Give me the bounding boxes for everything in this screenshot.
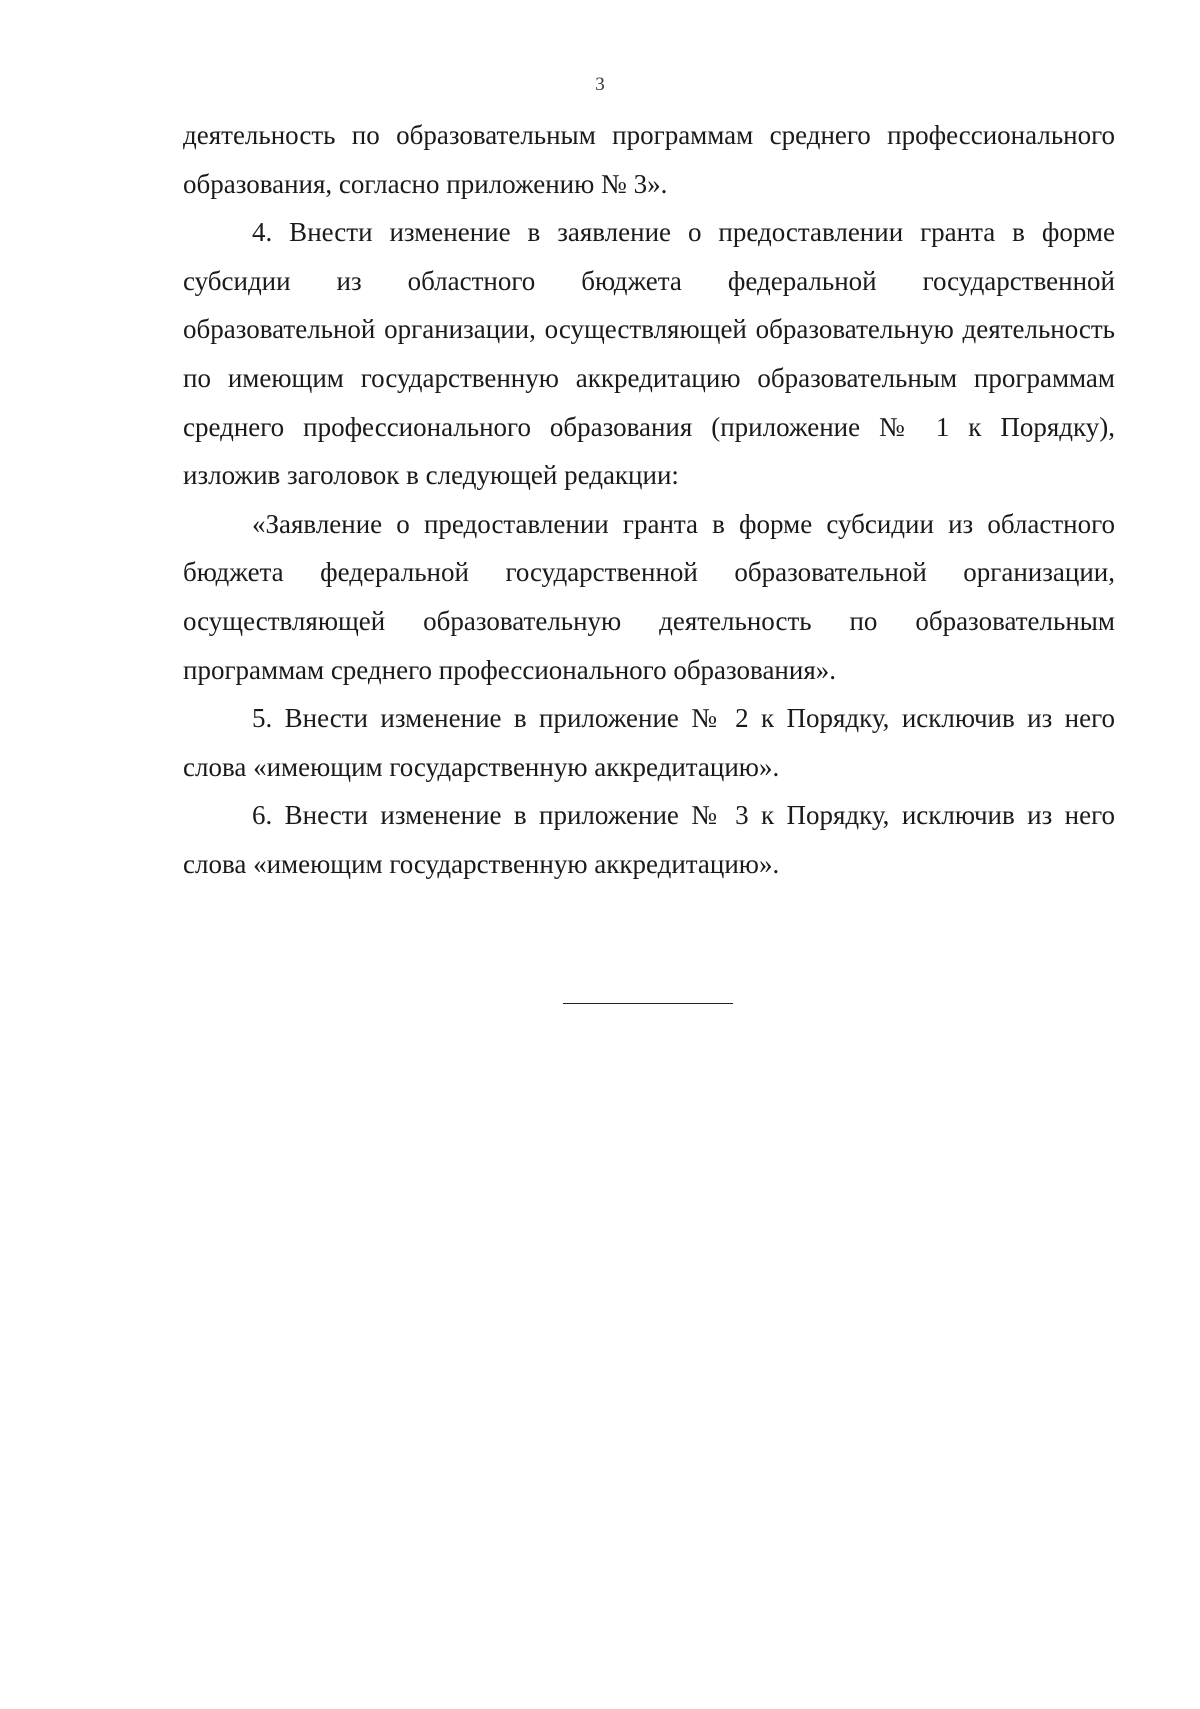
paragraph-continuation: деятельность по образовательным программам среднего профессионального образования, согласно приложению № 3». [183,120,1115,199]
paragraph-item-6: 6. Внести изменение в приложение № 3 к Порядку, исключив из него слова «имеющим государственную аккредитацию». [183,800,1115,879]
page-number: 3 [595,74,605,95]
document-body [183,111,1115,889]
paragraph-item-5: 5. Внести изменение в приложение № 2 к Порядку, исключив из него слова «имеющим государственную аккредитацию». [183,703,1115,782]
paragraph-quoted-heading: «Заявление о предоставлении гранта в форме субсидии из областного бюджета федеральной государственной образовательной организации, осуществляющей образовательную деятельность по образовательным программам среднего профессионального образования». [183,508,1115,685]
end-of-text-rule [563,1003,733,1004]
paragraph-item-4: 4. Внести изменение в заявление о предоставлении гранта в форме субсидии из областного бюджета федеральной государственной образовательной организации, осуществляющей образовательную деятельность по имеющим государственную аккредитацию образовательным программам среднего профессионального образования (приложение № 1 к Порядку), изложив заголовок в следующей редакции: [183,217,1115,491]
